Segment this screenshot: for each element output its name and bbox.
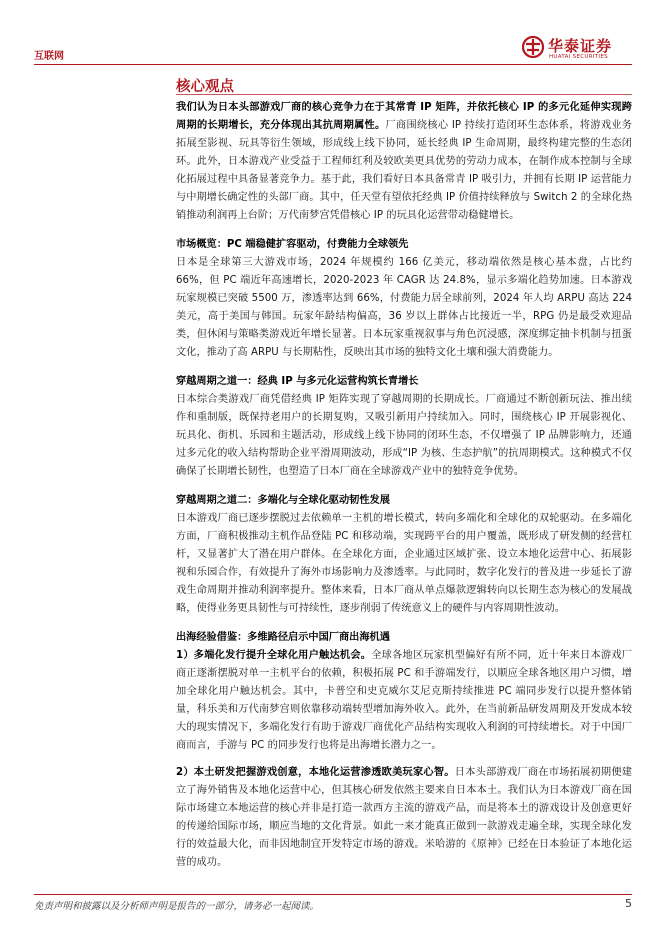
intro-text: 厂商围绕核心 IP 持续打造闭环生态体系，将游戏业务拓展至影视、玩具等衍生领域，形成线上线下协同，延长经典 IP 生命周期，最终构建完整的生态闭环。此外，日本游戏产业受益于工程师红利及较欧美更具优势的劳动力成本，在制作成本控制与全球化拓展过程中具备显著竞争力。基于此，我们看好日本具备常青 IP 吸引力，并拥有长期 IP 运营能力与中期增长确定性的头部厂商。其中，任天堂有望依托经典 IP 价值持续释放与 Switch 2 的全球化热销推动利润再上台阶；万代南梦宫凭借核心 IP 的玩具化运营带动稳健增长。	[176, 120, 633, 221]
market-paragraph: 日本是全球第三大游戏市场，2024 年规模约 166 亿美元，移动端依然是核心基本盘，占比约 66%，但 PC 端近年高速增长，2020-2023 年 CAGR 达 24.8%，显示多端化趋势加速。日本游戏玩家规模已突破 5500 万，渗透率达到 66%，付费能力居全球前列，2024 年人均 ARPU 高达 224 美元，高于美国与韩国。玩家年龄结构偏高，36 岁以上群体占比接近一半，RPG 仍是最受欢迎品类，但休闲与策略类游戏近年增长显著。日本玩家重视叙事与角色沉浸感，深度绑定抽卡机制与扭蛋文化，推动了高 ARPU 与长期粘性，反映出其市场的独特文化土壤和强大消费能力。	[176, 257, 632, 358]
title-divider	[176, 94, 632, 95]
overseas-text-1: 全球各地区玩家机型偏好有所不同，近十年来日本游戏厂商正逐渐摆脱对单一主机平台的依赖，积极拓展 PC 和手游端发行，以顺应全球各地区用户习惯，增加全球化用户触达机会。其中，卡普空和史克威尔艾尼克斯持续推进 PC 端同步发行以提升整体销量，科乐美和万代南梦宫则依靠移动端转型增加海外收入。此外，在当前新品研发周期及开发成本较大的现实情况下，多端化发行有助于游戏厂商优化产品结构实现收入利润的可持续增长。对于中国厂商而言，手游与 PC 的同步发行也将是出海增长潜力之一。	[176, 650, 632, 751]
overseas-paragraph-1	[176, 647, 632, 755]
page-number: 5	[625, 897, 632, 910]
intro-thesis: 我们认为日本头部游戏厂商的核心竞争力在于其常青 IP 矩阵，并依托核心 IP 的多元化延伸实现跨周期的长期增长，充分体现出其抗周期属性。	[176, 102, 632, 131]
market-heading: 市场概览：PC 端稳健扩容驱动，付费能力全球领先	[176, 239, 409, 250]
huatai-logo-icon	[522, 36, 544, 58]
company-logo	[522, 34, 632, 64]
overseas-point-1: 1）多端化发行提升全球化用户触达机会。	[176, 650, 372, 661]
overseas-paragraph-2	[176, 764, 632, 872]
cycle1-paragraph: 日本综合类游戏厂商凭借经典 IP 矩阵实现了穿越周期的长期成长。厂商通过不断创新玩法、推出续作和重制版，既保持老用户的长期复购，又吸引新用户持续加入。同时，围绕核心 IP 开展影视化、玩具化、街机、乐园和主题活动，形成线上线下协同的闭环生态，不仅增强了 IP 品牌影响力，还通过多元化的收入结构帮助企业平滑周期波动，形成“IP 为核、生态护航”的抗周期模式。这种模式不仅确保了长期增长韧性，也塑造了日本厂商在全球游戏产业中的独特竞争优势。	[176, 394, 632, 477]
intro-paragraph	[176, 99, 632, 225]
header-divider	[34, 64, 632, 65]
cycle2-paragraph: 日本游戏厂商已逐步摆脱过去依赖单一主机的增长模式，转向多端化和全球化的双轮驱动。在多端化方面，厂商积极推动主机作品登陆 PC 和移动端，实现跨平台的用户覆盖，既形成了研发侧的经营杠杆，又显著扩大了潜在用户群体。在全球化方面，企业通过区域扩张、设立本地化运营中心、拓展影视和乐园合作，有效提升了海外市场影响力及渗透率。与此同时，数字化发行的普及进一步延长了游戏生命周期并推动利润率提升。整体来看，日本厂商从单点爆款逻辑转向以长期生态为核心的发展战略，使得业务更具韧性与可持续性，逐步削弱了传统意义上的硬件与内容周期性波动。	[176, 513, 632, 614]
overseas-point-2: 2）本土研发把握游戏创意，本地化运营渗透欧美玩家心智。	[176, 767, 455, 778]
overseas-heading: 出海经验借鉴：多维路径启示中国厂商出海机遇	[176, 632, 390, 643]
disclaimer-note: 免责声明和披露以及分析师声明是报告的一部分，请务必一起阅读。	[34, 901, 320, 912]
logo-chinese-name: 华泰证券	[548, 37, 613, 55]
page-title: 核心观点	[176, 79, 234, 95]
cycle1-heading: 穿越周期之道一：经典 IP 与多元化运营构筑长青增长	[176, 376, 419, 387]
cycle2-heading: 穿越周期之道二：多端化与全球化驱动韧性发展	[176, 495, 390, 506]
footer-divider	[34, 894, 632, 895]
overseas-text-2: 日本头部游戏厂商在市场拓展初期便建立了海外销售及本地化运营中心，但其核心研发依然主要来自日本本土。我们认为日本游戏厂商在国际市场建立本地运营的核心并非是打造一款西方主流的游戏产品，而是将本土的游戏设计及创意更好的传递给国际市场，顺应当地的文化背景。如此一来才能真正做到一款游戏走遍全球，实现全球化发行的效益最大化，而非因地制宜开发特定市场的游戏。米哈游的《原神》已经在日本验证了本地化运营的成功。	[176, 767, 633, 868]
report-body	[176, 99, 632, 872]
logo-english-name: HUATAI SECURITIES	[549, 54, 608, 60]
sector-label: 互联网	[34, 51, 64, 62]
